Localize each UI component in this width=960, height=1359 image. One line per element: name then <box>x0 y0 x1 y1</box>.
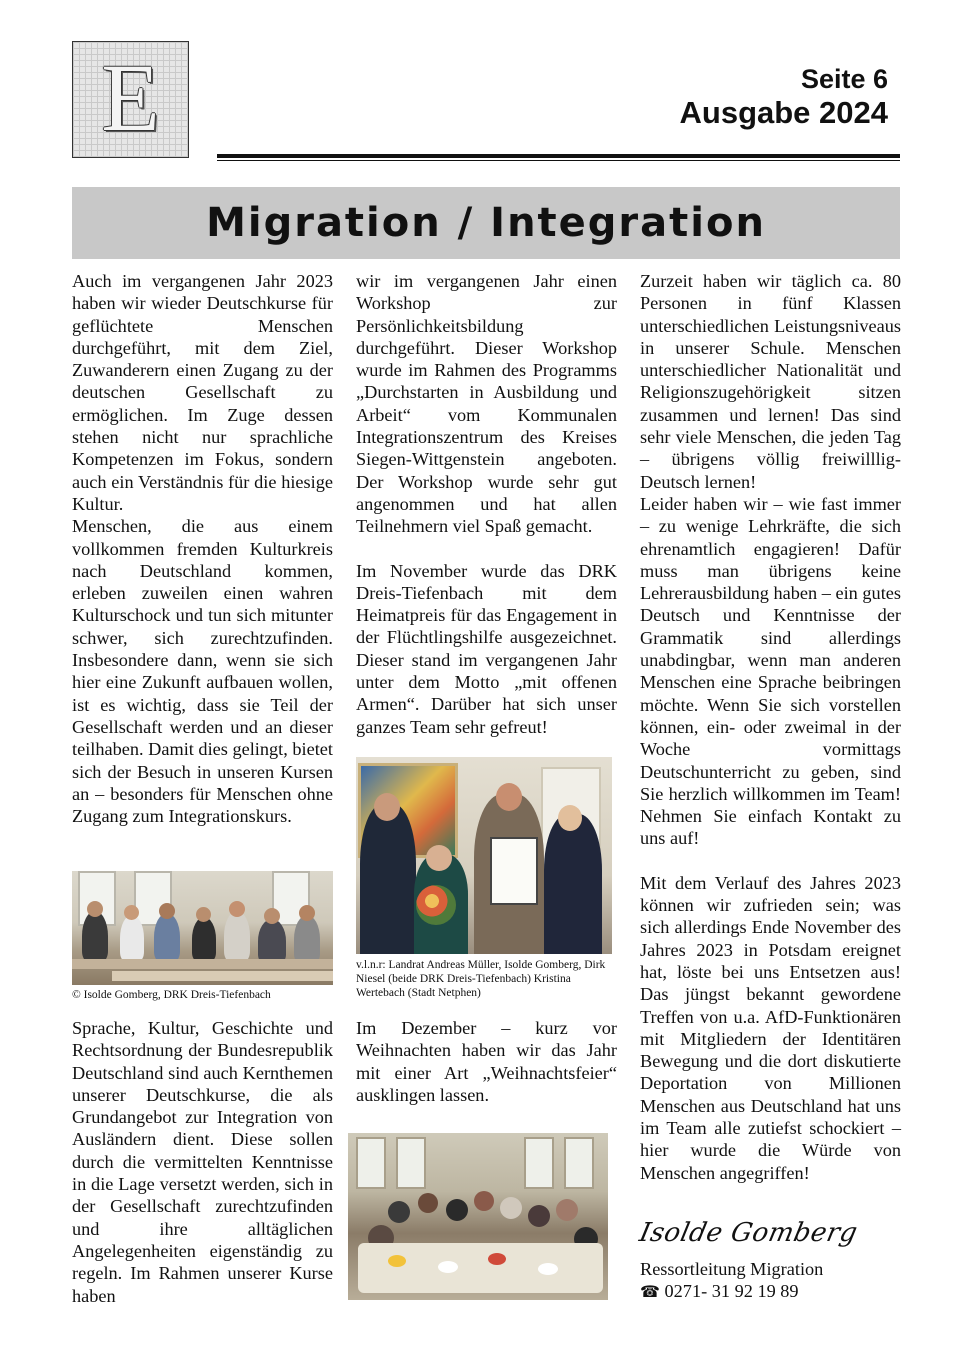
column-1-continued <box>72 1017 333 1307</box>
paragraph: Auch im vergangenen Jahr 2023 haben wir wieder Deutschkurse für geflüchtete Menschen durchgeführt, mit dem Ziel, Zuwanderern einen Zugang zu der deutschen Gesellschaft zu ermöglichen. Im Zuge dessen stehen nicht nur sprachliche Kompetenzen im Fokus, sondern auch ein Verständnis für die hiesige Kultur. <box>72 271 333 514</box>
photo-caption: v.l.n.r: Landrat Andreas Müller, Isolde Gomberg, Dirk Niesel (beide DRK Dreis-Tiefenbach) Kristina Wertebach (Stadt Netphen) <box>356 959 606 999</box>
edition-label: Ausgabe 2024 <box>679 95 888 130</box>
paragraph: Mit dem Verlauf des Jahres 2023 können wir zufrieden sein; was sich allerdings Ende November des Jahres 2023 in Potsdam ereignet hat, löste bei uns Entsetzen aus! Das jüngst bekannt gewordene Treffen von u.a. AfD-Funktionären mit Mitgliedern der Identitären Bewegung und die dort diskutierte Deportation von Millionen Menschen aus Deutschland hat uns im Team alle zutiefst schockiert – hier wurde die Würde von Menschen angegriffen! <box>640 872 901 1183</box>
page-number: Seite 6 <box>800 64 888 94</box>
phone-number: 0271- 31 92 19 89 <box>664 1281 799 1301</box>
header-rule <box>217 154 900 158</box>
phone-contact <box>640 1280 799 1303</box>
award-photo <box>356 757 612 954</box>
newsletter-logo <box>72 41 189 158</box>
paragraph: Sprache, Kultur, Geschichte und Rechtsordnung der Bundesrepublik Deutschland sind auch Kernthemen unserer Deutschkurse, die als Grundangebot zur Integration von Ausländern dient. Diese sollen durch die vermittelten Kenntnisse in die Lage versetzt werden, sich in der Gesellschaft zurechtzufinden und ihre alltäglichen Angelegenheiten eigenständig zu regeln. Im Rahmen unserer Kurse haben <box>72 1018 333 1306</box>
christmas-party-photo <box>348 1133 608 1300</box>
header-rule-thin <box>217 160 900 161</box>
logo-letter: E <box>101 44 160 151</box>
paragraph: wir im vergangenen Jahr einen Workshop zur Persönlichkeitsbildung durchgeführt. Dieser Workshop wurde im Rahmen des Programms „Durchstarten in Ausbildung und Arbeit“ vom Kommunalen Integrationszentrum des Kreises Siegen-Wittgenstein angeboten. Der Workshop wurde sehr gut angenommen und hat allen Teilnehmern viel Spaß gemacht. <box>356 271 617 537</box>
photo-caption: © Isolde Gomberg, DRK Dreis-Tiefenbach <box>72 989 271 1001</box>
author-department: Ressortleitung Migration <box>640 1259 824 1279</box>
phone-icon: ☎ <box>640 1282 660 1301</box>
issue-info <box>680 64 889 132</box>
column-2 <box>356 270 617 738</box>
page-title: Migration / Integration <box>206 200 766 246</box>
classroom-photo <box>72 871 333 985</box>
paragraph: Im Dezember – kurz vor Weihnachten haben wir das Jahr mit einer Art „Weihnachtsfeier“ ausklingen lassen. <box>356 1018 617 1105</box>
column-2-continued <box>356 1017 617 1106</box>
paragraph: Im November wurde das DRK Dreis-Tiefenbach mit dem Heimatpreis für das Engagement in der Flüchtlingshilfe ausgezeichnet. Dieser stand im vergangenen Jahr unter dem Motto „mit offenen Armen“. Darüber hat sich unser ganzes Team sehr gefreut! <box>356 560 617 737</box>
signature: Isolde Gomberg <box>636 1218 861 1248</box>
column-3 <box>640 270 901 1184</box>
title-banner <box>72 187 900 259</box>
paragraph: Zurzeit haben wir täglich ca. 80 Personen in fünf Klassen unterschiedlichen Leistungsniveaus in unserer Schule. Menschen unterschiedlicher Nationalität und Religionszugehörigkeit sitzen zusammen und lernen! Das sind sehr viele Menschen, die jeden Tag – übrigens völlig freiwilllig- Deutsch lernen! <box>640 271 901 492</box>
column-1 <box>72 270 333 827</box>
paragraph: Menschen, die aus einem vollkommen fremden Kulturkreis nach Deutschland kommen, erleben zuweilen einen wahren Kulturschock und tun sich mitunter schwer, sich zurechtzufinden. Insbesondere dann, wenn sie sich hier eine Zukunft aufbauen wollen, ist es wichtig, dass sie Teil der Gesellschaft werden und an dieser teilhaben. Damit dies gelingt, bietet sich der Besuch in unseren Kursen an – besonders für Menschen ohne Zugang zum Integrationskurs. <box>72 516 333 827</box>
paragraph: Leider haben wir – wie fast immer – zu wenige Lehrkräfte, die sich ehrenamtlich engagieren! Dafür muss man übrigens keine Lehrerausbildung haben – ein gutes Deutsch und Kenntnisse der Grammatik sind allerdings unabdingbar, wenn man anderen Menschen eine Sprache beibringen möchte. Wenn Sie sich vorstellen können, ein- oder zweimal in der Woche vormittags Deutschunterricht zu geben, sind Sie herzlich willkommen im Team! Nehmen Sie einfach Kontakt zu uns auf! <box>640 493 901 849</box>
